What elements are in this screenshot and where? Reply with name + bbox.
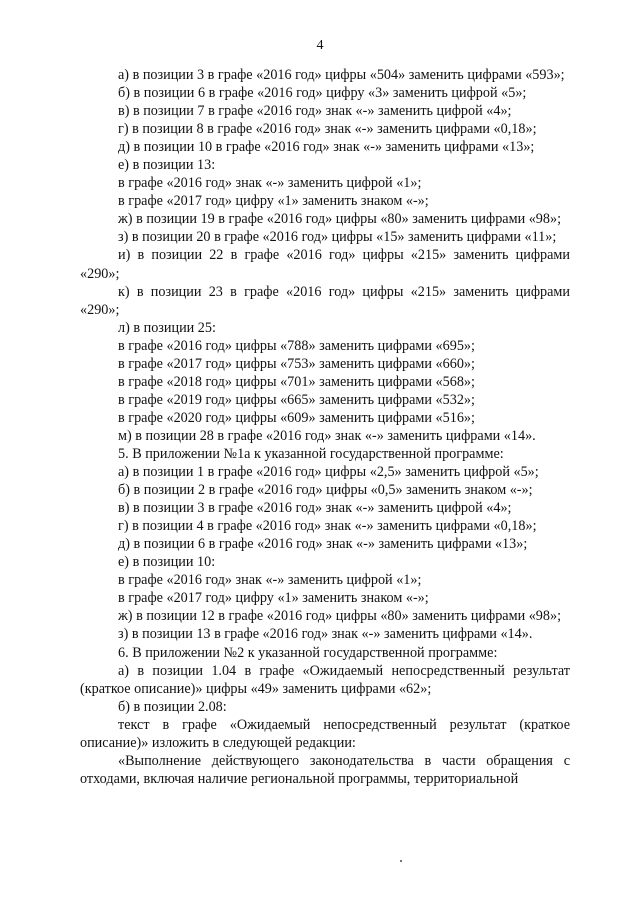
paragraph: и) в позиции 22 в графе «2016 год» цифры «215» заменить цифрами «290»; [80, 247, 570, 282]
paragraph: в графе «2017 год» цифры «753» заменить цифрами «660»; [118, 355, 475, 372]
paragraph: з) в позиции 13 в графе «2016 год» знак «-» заменить цифрами «14». [118, 626, 533, 643]
paragraph: г) в позиции 4 в графе «2016 год» знак «-» заменить цифрами «0,18»; [118, 518, 537, 535]
paragraph: б) в позиции 2 в графе «2016 год» цифры «0,5» заменить знаком «-»; [118, 482, 533, 499]
paragraph: в графе «2016 год» цифры «788» заменить цифрами «695»; [118, 337, 475, 354]
paragraph: в графе «2017 год» цифру «1» заменить знаком «-»; [118, 590, 429, 607]
paragraph: е) в позиции 10: [118, 554, 216, 571]
paragraph: ж) в позиции 19 в графе «2016 год» цифры «80» заменить цифрами «98»; [118, 211, 562, 228]
paragraph: в графе «2016 год» знак «-» заменить цифрой «1»; [118, 175, 422, 192]
paragraph: в графе «2019 год» цифры «665» заменить цифрами «532»; [118, 391, 475, 408]
paragraph: 6. В приложении №2 к указанной государственной программе: [118, 644, 498, 661]
page-number: 4 [316, 38, 324, 53]
paragraph: в) в позиции 7 в графе «2016 год» знак «-» заменить цифрой «4»; [118, 103, 512, 120]
paragraph: текст в графе «Ожидаемый непосредственный результат (краткое описание)» изложить в следующей редакции: [80, 716, 570, 751]
paragraph: 5. В приложении №1а к указанной государственной программе: [118, 445, 504, 462]
paragraph: м) в позиции 28 в графе «2016 год» знак «-» заменить цифрами «14». [118, 427, 536, 444]
paragraph: в графе «2016 год» знак «-» заменить цифрой «1»; [118, 572, 422, 589]
paragraph: е) в позиции 13: [118, 157, 216, 174]
paragraph: к) в позиции 23 в графе «2016 год» цифры «215» заменить цифрами «290»; [80, 283, 570, 318]
paragraph: л) в позиции 25: [118, 319, 216, 336]
paragraph: а) в позиции 3 в графе «2016 год» цифры «504» заменить цифрами «593»; [118, 67, 565, 83]
paragraph: з) в позиции 20 в графе «2016 год» цифры «15» заменить цифрами «11»; [118, 229, 557, 246]
paragraph: б) в позиции 6 в графе «2016 год» цифру «3» заменить цифрой «5»; [118, 85, 527, 102]
paragraph: г) в позиции 8 в графе «2016 год» знак «-» заменить цифрами «0,18»; [118, 121, 537, 138]
paragraph: «Выполнение действующего законодательства в части обращения с отходами, включая наличие региональной программы, территориальной [80, 752, 570, 787]
document-body [80, 66, 570, 788]
paragraph: ж) в позиции 12 в графе «2016 год» цифры «80» заменить цифрами «98»; [118, 608, 562, 625]
paragraph: в графе «2018 год» цифры «701» заменить цифрами «568»; [118, 373, 475, 390]
paragraph: в) в позиции 3 в графе «2016 год» знак «-» заменить цифрой «4»; [118, 500, 512, 517]
scan-speck [400, 860, 402, 862]
paragraph: в графе «2017 год» цифру «1» заменить знаком «-»; [118, 193, 429, 210]
paragraph: б) в позиции 2.08: [118, 698, 227, 715]
paragraph: в графе «2020 год» цифры «609» заменить цифрами «516»; [118, 409, 475, 426]
paragraph: д) в позиции 10 в графе «2016 год» знак «-» заменить цифрами «13»; [118, 139, 535, 156]
paragraph: д) в позиции 6 в графе «2016 год» знак «-» заменить цифрами «13»; [118, 536, 528, 553]
paragraph: а) в позиции 1 в графе «2016 год» цифры «2,5» заменить цифрой «5»; [118, 464, 539, 481]
paragraph: а) в позиции 1.04 в графе «Ожидаемый непосредственный результат (краткое описание)» цифры «49» заменить цифрами «62»; [80, 662, 570, 697]
